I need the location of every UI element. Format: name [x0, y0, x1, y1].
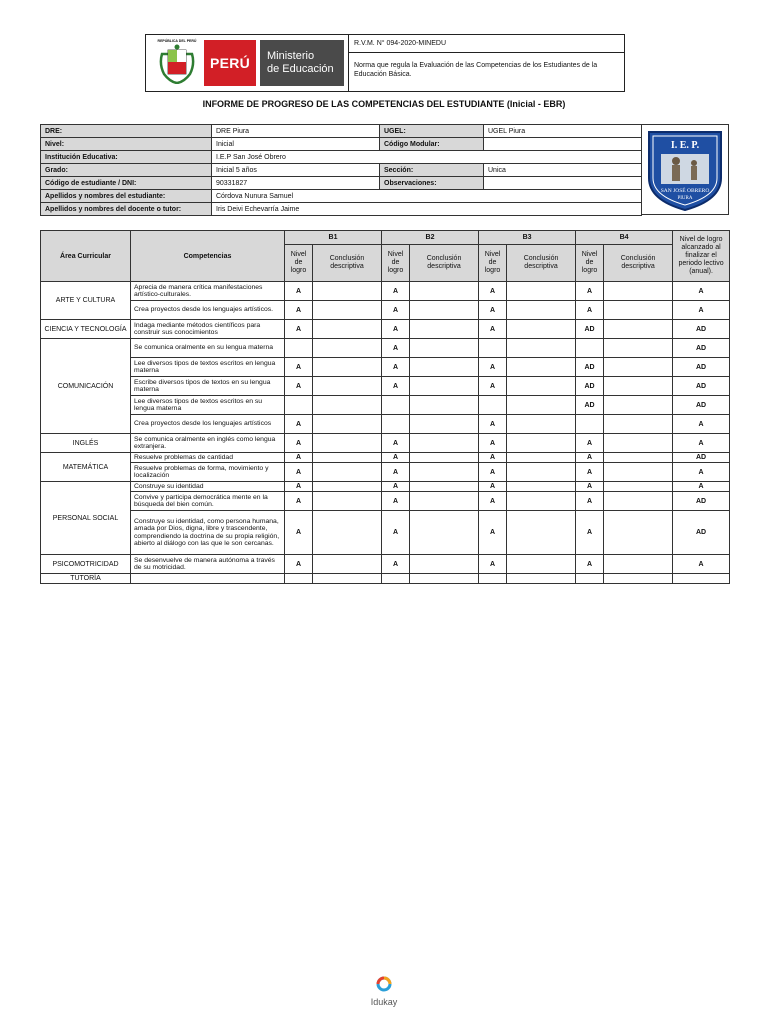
- level-cell: AD: [576, 320, 604, 339]
- info-row: [41, 164, 642, 177]
- conclusion-cell: [313, 396, 382, 415]
- info-value: [484, 138, 642, 151]
- conclusion-cell: [507, 482, 576, 492]
- competencies-body: [41, 282, 730, 584]
- conclusion-cell: [507, 339, 576, 358]
- conclusion-cell: [507, 492, 576, 511]
- level-cell: A: [285, 320, 313, 339]
- info-row: [41, 190, 642, 203]
- competency-cell: Resuelve problemas de forma, movimiento y localización: [131, 463, 285, 482]
- level-cell: A: [479, 453, 507, 463]
- conclusion-cell: [410, 377, 479, 396]
- level-cell: A: [382, 492, 410, 511]
- info-value: Inicial 5 años: [212, 164, 380, 177]
- conclusion-cell: [410, 301, 479, 320]
- table-row: [41, 463, 730, 482]
- level-subheader: Nivel de logro: [576, 245, 604, 282]
- area-cell: MATEMÁTICA: [41, 453, 131, 482]
- conclusion-cell: [507, 415, 576, 434]
- info-value: Córdova Nunura Samuel: [212, 190, 642, 203]
- seal-text: REPÚBLICA DEL PERÚ: [157, 39, 197, 43]
- conclusion-cell: [507, 434, 576, 453]
- conclusion-cell: [313, 339, 382, 358]
- table-row: [41, 339, 730, 358]
- level-cell: AD: [576, 396, 604, 415]
- level-cell: AD: [576, 358, 604, 377]
- conclusion-cell: [507, 282, 576, 301]
- level-cell: A: [285, 453, 313, 463]
- conclusion-cell: [507, 396, 576, 415]
- level-cell: A: [382, 339, 410, 358]
- conclusion-cell: [604, 358, 673, 377]
- competency-cell: Crea proyectos desde los lenguajes artísticos: [131, 415, 285, 434]
- conclusion-cell: [604, 339, 673, 358]
- info-label: DRE:: [41, 125, 212, 138]
- conclusion-cell: [604, 511, 673, 555]
- col-comp-header: Competencias: [131, 231, 285, 282]
- table-row: [41, 574, 730, 584]
- level-cell: A: [479, 301, 507, 320]
- conclusion-cell: [313, 282, 382, 301]
- info-row: [41, 138, 642, 151]
- level-cell: A: [479, 482, 507, 492]
- level-cell: A: [576, 492, 604, 511]
- competency-cell: Resuelve problemas de cantidad: [131, 453, 285, 463]
- conclusion-cell: [410, 453, 479, 463]
- competency-cell: Crea proyectos desde los lenguajes artísticos.: [131, 301, 285, 320]
- level-cell: [479, 339, 507, 358]
- level-cell: A: [382, 482, 410, 492]
- conclusion-cell: [410, 555, 479, 574]
- final-level-cell: [673, 574, 730, 584]
- level-cell: A: [479, 282, 507, 301]
- conclusion-cell: [507, 301, 576, 320]
- conclusion-cell: [507, 574, 576, 584]
- competency-cell: Lee diversos tipos de textos escritos en lengua materna: [131, 358, 285, 377]
- conclusion-cell: [410, 574, 479, 584]
- final-level-cell: A: [673, 463, 730, 482]
- area-cell: TUTORÍA: [41, 574, 131, 584]
- resolution-text: R.V.M. N° 094-2020-MINEDU: [349, 35, 624, 53]
- table-row: [41, 358, 730, 377]
- peru-brand: PERÚ: [204, 40, 256, 86]
- competency-cell: Se comunica oralmente en inglés como lengua extranjera.: [131, 434, 285, 453]
- level-cell: A: [285, 377, 313, 396]
- competency-cell: Escribe diversos tipos de textos en su lengua materna: [131, 377, 285, 396]
- competency-cell: Lee diversos tipos de textos escritos en su lengua materna: [131, 396, 285, 415]
- level-cell: A: [479, 377, 507, 396]
- level-cell: A: [479, 511, 507, 555]
- competencies-table: [40, 230, 730, 584]
- competency-cell: Se comunica oralmente en su lengua materna: [131, 339, 285, 358]
- info-label: Apellidos y nombres del docente o tutor:: [41, 203, 212, 216]
- student-info-table: [40, 124, 642, 216]
- info-value: UGEL Piura: [484, 125, 642, 138]
- info-value: Inicial: [212, 138, 380, 151]
- info-value: 90331827: [212, 177, 380, 190]
- conclusion-cell: [410, 482, 479, 492]
- level-cell: A: [576, 301, 604, 320]
- conclusion-cell: [313, 511, 382, 555]
- level-cell: A: [285, 358, 313, 377]
- info-row: [41, 151, 642, 164]
- conclusion-subheader: Conclusión descriptiva: [507, 245, 576, 282]
- conclusion-cell: [313, 555, 382, 574]
- area-cell: CIENCIA Y TECNOLOGÍA: [41, 320, 131, 339]
- conclusion-subheader: Conclusión descriptiva: [410, 245, 479, 282]
- period-header: B4: [576, 231, 673, 245]
- level-cell: A: [382, 434, 410, 453]
- conclusion-cell: [410, 492, 479, 511]
- level-cell: A: [576, 555, 604, 574]
- info-label: Código Modular:: [380, 138, 484, 151]
- competency-cell: Se desenvuelve de manera autónoma a través de su motricidad.: [131, 555, 285, 574]
- minedu-logo: [146, 35, 349, 91]
- conclusion-cell: [507, 511, 576, 555]
- period-header: B3: [479, 231, 576, 245]
- conclusion-cell: [507, 358, 576, 377]
- conclusion-cell: [410, 396, 479, 415]
- info-label: Código de estudiante / DNI:: [41, 177, 212, 190]
- idukay-logo-icon: [375, 974, 393, 992]
- ministry-line2: de Educación: [267, 63, 334, 75]
- school-logo-line2: PIURA: [677, 195, 693, 201]
- table-row: [41, 301, 730, 320]
- table-row: [41, 555, 730, 574]
- level-cell: [285, 574, 313, 584]
- level-cell: A: [576, 511, 604, 555]
- info-value: [484, 177, 642, 190]
- info-label: Observaciones:: [380, 177, 484, 190]
- conclusion-cell: [313, 415, 382, 434]
- level-cell: A: [285, 282, 313, 301]
- level-cell: A: [285, 434, 313, 453]
- final-level-cell: A: [673, 282, 730, 301]
- competency-cell: Aprecia de manera crítica manifestaciones artístico-culturales.: [131, 282, 285, 301]
- competency-cell: Construye su identidad: [131, 482, 285, 492]
- level-cell: A: [382, 301, 410, 320]
- conclusion-cell: [410, 511, 479, 555]
- ministry-brand: [260, 40, 344, 86]
- conclusion-cell: [507, 377, 576, 396]
- col-area-header: Área Curricular: [41, 231, 131, 282]
- header-info: [349, 35, 624, 91]
- conclusion-cell: [313, 453, 382, 463]
- conclusion-cell: [313, 492, 382, 511]
- level-cell: A: [285, 301, 313, 320]
- level-cell: A: [285, 415, 313, 434]
- final-level-cell: AD: [673, 320, 730, 339]
- col-final-header: Nivel de logro alcanzado al finalizar el periodo lectivo (anual).: [673, 231, 730, 282]
- conclusion-cell: [313, 320, 382, 339]
- conclusion-cell: [604, 377, 673, 396]
- norm-text: Norma que regula la Evaluación de las Competencias de los Estudiantes de la Educación Básica.: [354, 62, 598, 78]
- conclusion-cell: [313, 482, 382, 492]
- area-cell: PSICOMOTRICIDAD: [41, 555, 131, 574]
- level-cell: A: [285, 492, 313, 511]
- level-cell: A: [382, 555, 410, 574]
- final-level-cell: A: [673, 555, 730, 574]
- conclusion-cell: [604, 555, 673, 574]
- level-cell: [576, 415, 604, 434]
- level-cell: A: [382, 463, 410, 482]
- level-cell: A: [479, 358, 507, 377]
- info-value: I.E.P San José Obrero: [212, 151, 642, 164]
- level-cell: A: [285, 463, 313, 482]
- table-row: [41, 320, 730, 339]
- conclusion-cell: [313, 463, 382, 482]
- conclusion-cell: [604, 282, 673, 301]
- final-level-cell: A: [673, 301, 730, 320]
- period-header: B1: [285, 231, 382, 245]
- conclusion-cell: [604, 320, 673, 339]
- school-logo: [641, 124, 729, 215]
- conclusion-cell: [410, 434, 479, 453]
- school-shield-icon: [645, 128, 725, 212]
- level-cell: A: [285, 482, 313, 492]
- level-cell: A: [479, 434, 507, 453]
- info-row: [41, 125, 642, 138]
- conclusion-cell: [410, 358, 479, 377]
- level-subheader: Nivel de logro: [382, 245, 410, 282]
- info-label: Nivel:: [41, 138, 212, 151]
- conclusion-cell: [313, 434, 382, 453]
- level-cell: A: [382, 320, 410, 339]
- conclusion-cell: [604, 453, 673, 463]
- level-cell: AD: [576, 377, 604, 396]
- conclusion-subheader: Conclusión descriptiva: [604, 245, 673, 282]
- conclusion-cell: [410, 339, 479, 358]
- page-title: INFORME DE PROGRESO DE LAS COMPETENCIAS DEL ESTUDIANTE (Inicial - EBR): [202, 99, 566, 109]
- table-row: [41, 396, 730, 415]
- table-row: [41, 434, 730, 453]
- table-row: [41, 282, 730, 301]
- conclusion-cell: [507, 555, 576, 574]
- conclusion-cell: [410, 320, 479, 339]
- table-row: [41, 482, 730, 492]
- level-cell: [479, 574, 507, 584]
- conclusion-cell: [410, 282, 479, 301]
- level-cell: A: [382, 511, 410, 555]
- final-level-cell: AD: [673, 453, 730, 463]
- final-level-cell: A: [673, 415, 730, 434]
- conclusion-cell: [604, 482, 673, 492]
- level-subheader: Nivel de logro: [285, 245, 313, 282]
- footer-brand: [364, 974, 404, 1007]
- footer-brand-text: Idukay: [370, 997, 398, 1007]
- level-subheader: Nivel de logro: [479, 245, 507, 282]
- final-level-cell: AD: [673, 358, 730, 377]
- table-row: [41, 453, 730, 463]
- conclusion-cell: [604, 396, 673, 415]
- final-level-cell: AD: [673, 511, 730, 555]
- level-cell: [382, 574, 410, 584]
- area-cell: PERSONAL SOCIAL: [41, 482, 131, 555]
- conclusion-cell: [604, 463, 673, 482]
- final-level-cell: AD: [673, 339, 730, 358]
- conclusion-cell: [507, 463, 576, 482]
- conclusion-cell: [604, 574, 673, 584]
- period-header: B2: [382, 231, 479, 245]
- conclusion-cell: [604, 434, 673, 453]
- level-cell: A: [576, 453, 604, 463]
- school-logo-line1: SAN JOSÉ OBRERO: [660, 187, 710, 194]
- level-cell: A: [479, 463, 507, 482]
- ministry-line1: Ministerio: [267, 50, 315, 62]
- coat-of-arms-icon: [158, 44, 196, 84]
- level-cell: A: [285, 511, 313, 555]
- level-cell: A: [479, 555, 507, 574]
- level-cell: [382, 415, 410, 434]
- level-cell: A: [479, 320, 507, 339]
- peru-seal: [154, 39, 200, 87]
- final-level-cell: AD: [673, 377, 730, 396]
- conclusion-cell: [313, 301, 382, 320]
- level-cell: A: [576, 482, 604, 492]
- area-cell: COMUNICACIÓN: [41, 339, 131, 434]
- level-cell: [576, 574, 604, 584]
- level-cell: A: [382, 377, 410, 396]
- competency-cell: Indaga mediante métodos científicos para construir sus conocimientos: [131, 320, 285, 339]
- school-logo-top: I. E. P.: [670, 139, 700, 151]
- final-level-cell: A: [673, 434, 730, 453]
- info-label: Sección:: [380, 164, 484, 177]
- level-cell: [479, 396, 507, 415]
- conclusion-subheader: Conclusión descriptiva: [313, 245, 382, 282]
- conclusion-cell: [507, 453, 576, 463]
- final-level-cell: AD: [673, 396, 730, 415]
- conclusion-cell: [313, 377, 382, 396]
- level-cell: A: [479, 492, 507, 511]
- final-level-cell: AD: [673, 492, 730, 511]
- table-row: [41, 377, 730, 396]
- info-row: [41, 203, 642, 216]
- level-cell: A: [479, 415, 507, 434]
- conclusion-cell: [313, 574, 382, 584]
- level-cell: A: [576, 434, 604, 453]
- level-cell: [285, 396, 313, 415]
- info-label: Grado:: [41, 164, 212, 177]
- conclusion-cell: [507, 320, 576, 339]
- level-cell: A: [382, 453, 410, 463]
- table-row: [41, 492, 730, 511]
- level-cell: A: [382, 282, 410, 301]
- info-label: UGEL:: [380, 125, 484, 138]
- area-cell: INGLÉS: [41, 434, 131, 453]
- level-cell: A: [576, 282, 604, 301]
- conclusion-cell: [410, 415, 479, 434]
- conclusion-cell: [313, 358, 382, 377]
- conclusion-cell: [604, 492, 673, 511]
- info-label: Apellidos y nombres del estudiante:: [41, 190, 212, 203]
- conclusion-cell: [604, 415, 673, 434]
- final-level-cell: A: [673, 482, 730, 492]
- info-label: Institución Educativa:: [41, 151, 212, 164]
- info-value: DRE Piura: [212, 125, 380, 138]
- table-row: [41, 511, 730, 555]
- level-cell: A: [382, 358, 410, 377]
- competency-cell: [131, 574, 285, 584]
- level-cell: A: [576, 463, 604, 482]
- header-row: [41, 231, 730, 245]
- level-cell: A: [285, 555, 313, 574]
- info-value: Unica: [484, 164, 642, 177]
- level-cell: [285, 339, 313, 358]
- level-cell: [382, 396, 410, 415]
- info-value: Iris Deivi Echevarría Jaime: [212, 203, 642, 216]
- area-cell: ARTE Y CULTURA: [41, 282, 131, 320]
- conclusion-cell: [604, 301, 673, 320]
- info-row: [41, 177, 642, 190]
- competency-cell: Construye su identidad, como persona humana, amada por Dios, digna, libre y trascendente, comprendiendo la doctrina de su propia religión, abierto al diálogo con las que le son cercanas.: [131, 511, 285, 555]
- document-header: [145, 34, 625, 92]
- conclusion-cell: [410, 463, 479, 482]
- table-row: [41, 415, 730, 434]
- competency-cell: Convive y participa democrática mente en la búsqueda del bien común.: [131, 492, 285, 511]
- level-cell: [576, 339, 604, 358]
